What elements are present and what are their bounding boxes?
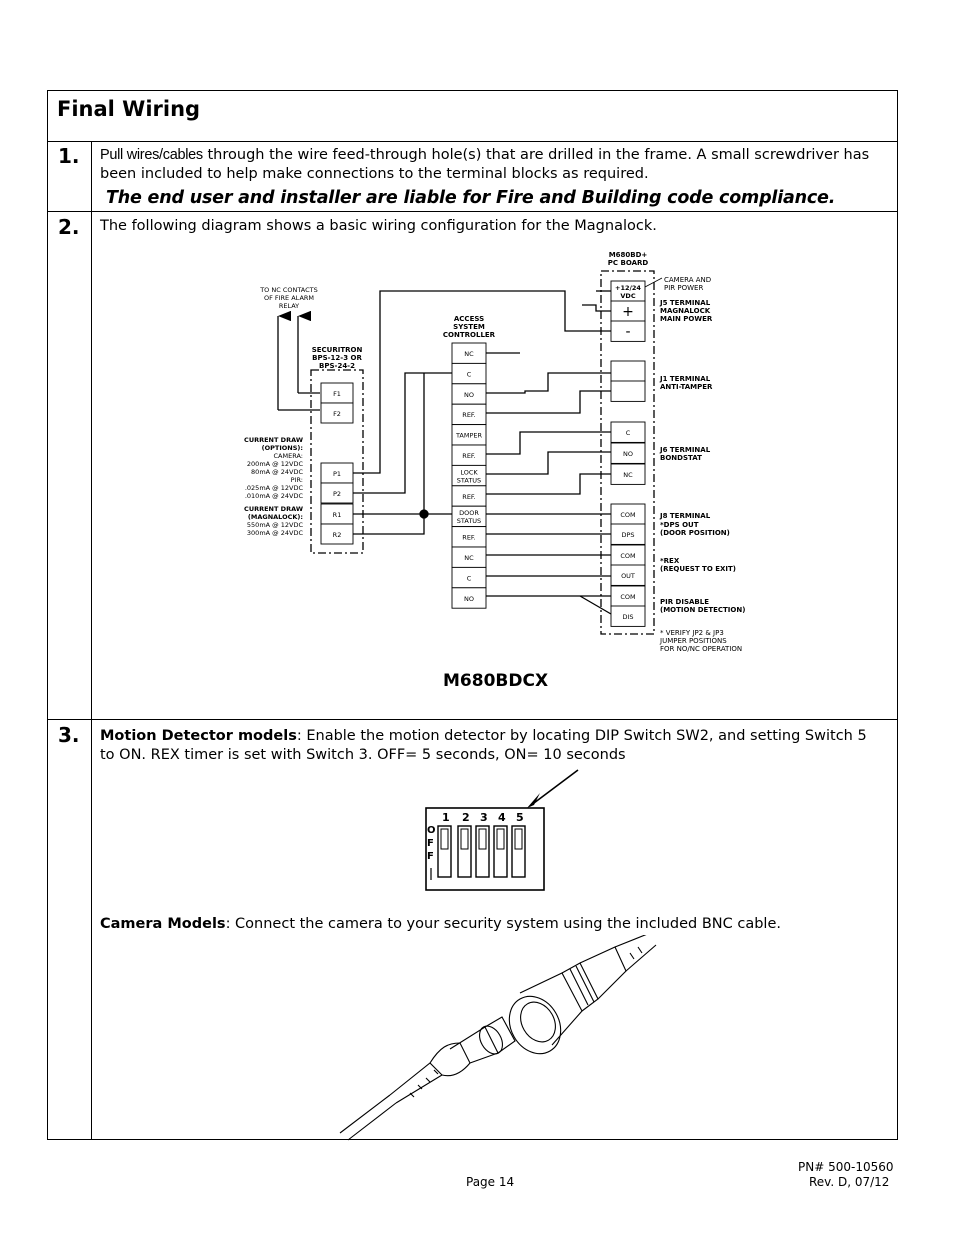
j5-label: MAGNALOCK	[660, 307, 711, 315]
dip-switch-number: 4	[498, 811, 506, 824]
step-3-number: 3.	[58, 723, 80, 747]
camera-pir-label: PIR POWER	[664, 284, 704, 292]
current-draw-magnalock-values: 550mA @ 12VDC	[246, 521, 303, 529]
board-label: M680BD+	[608, 251, 648, 259]
j6-label: J6 TERMINAL	[660, 446, 711, 454]
controller-terminal-label: REF.	[462, 533, 476, 542]
securitron-terminal-label: P2	[332, 490, 342, 498]
board-terminal-label: COM	[620, 511, 636, 519]
controller-terminal-label: C	[466, 370, 472, 379]
controller-terminal-label: NO	[464, 594, 474, 603]
securitron-terminal-label: R1	[332, 511, 342, 519]
dip-switch-number: 1	[442, 811, 450, 824]
motion-models-label: Motion Detector models	[100, 728, 297, 744]
current-draw-options-values: PIR:	[290, 476, 303, 484]
step-1-text-a: Pull wires/cables	[100, 147, 203, 163]
securitron-label: BPS-12-3 OR	[312, 354, 362, 362]
board-terminal-label: DIS	[622, 613, 634, 621]
board-terminal-label: NC	[623, 471, 633, 479]
current-draw-options-values: 200mA @ 12VDC	[246, 460, 303, 468]
fire-alarm-label: TO NC CONTACTS	[260, 286, 318, 294]
board-terminal-label: +	[622, 304, 634, 320]
securitron-terminal-label: R2	[332, 531, 342, 539]
j8-label: (DOOR POSITION)	[660, 529, 730, 537]
board-terminal-label: NO	[623, 450, 633, 458]
controller-terminal-label: LOCK	[460, 468, 478, 477]
securitron-label: SECURITRON	[311, 346, 363, 354]
page-number: Page 14	[466, 1175, 515, 1189]
dip-switch-toggle	[458, 826, 471, 877]
dip-off-label: F	[427, 838, 434, 849]
securitron-terminal-label: F2	[333, 410, 341, 418]
current-draw-options-label: CURRENT DRAW	[244, 436, 303, 444]
fire-alarm-label: OF FIRE ALARM	[263, 294, 315, 302]
securitron-terminal-label: P1	[332, 470, 342, 478]
controller-label: ACCESS	[453, 315, 485, 323]
controller-terminal-label: STATUS	[456, 476, 482, 485]
dip-switch-toggle	[476, 826, 489, 877]
controller-terminal-label: C	[466, 574, 472, 583]
controller-terminal-label: STATUS	[456, 517, 482, 526]
bnc-cable-illustration	[330, 935, 660, 1145]
step-2-text: The following diagram shows a basic wiring configuration for the Magnalock.	[100, 218, 657, 234]
controller-terminal-label: DOOR	[459, 509, 479, 518]
pir-label: PIR DISABLE	[660, 598, 710, 606]
dip-switch-number: 3	[480, 811, 488, 824]
board-terminal-label: OUT	[621, 572, 635, 580]
securitron-terminal-label: F1	[333, 390, 341, 398]
current-draw-options-values: 80mA @ 24VDC	[251, 468, 303, 476]
compliance-warning: The end user and installer are liable for Fire and Building code compliance.	[106, 188, 836, 208]
current-draw-options-values: .010mA @ 24VDC	[244, 492, 303, 500]
dip-switch-number: 5	[516, 811, 524, 824]
dip-off-label: O	[427, 825, 436, 836]
current-draw-options-label: (OPTIONS):	[261, 444, 303, 452]
j8-label: *DPS OUT	[660, 521, 699, 529]
current-draw-options-values: .025mA @ 12VDC	[244, 484, 303, 492]
rex-label: *REX	[660, 557, 680, 565]
motion-models-text: : Enable the motion detector by locating DIP Switch SW2, and setting Switch 5 to ON. REX timer is set with Switch 3. OFF= 5 seconds, ON= 10 seconds	[100, 728, 867, 763]
controller-terminal-label: NO	[464, 390, 474, 399]
revision: Rev. D, 07/12	[809, 1175, 890, 1189]
fire-alarm-label: RELAY	[278, 302, 300, 310]
board-terminal	[611, 361, 645, 381]
row-divider	[48, 719, 897, 720]
step-2-number: 2.	[58, 215, 80, 239]
diagram-caption: M680BDCX	[443, 671, 549, 691]
dip-switch-toggle	[438, 826, 451, 877]
dip-switch-toggle	[494, 826, 507, 877]
board-terminal-label: COM	[620, 593, 636, 601]
board-label: PC BOARD	[607, 259, 649, 267]
j1-label: ANTI-TAMPER	[660, 383, 713, 391]
dip-off-label: F	[427, 851, 434, 862]
camera-models-text: : Connect the camera to your security system using the included BNC cable.	[225, 916, 781, 932]
jumper-note: JUMPER POSITIONS	[660, 637, 727, 645]
j5-label: J5 TERMINAL	[660, 299, 711, 307]
board-terminal-label: -	[625, 324, 631, 340]
dip-switch-figure	[410, 760, 590, 900]
section-title: Final Wiring	[57, 97, 201, 121]
camera-models-label: Camera Models	[100, 916, 226, 932]
jumper-note: * VERIFY JP2 & JP3	[660, 629, 724, 637]
board-terminal-label: COM	[620, 552, 636, 560]
j5-label: MAIN POWER	[660, 315, 713, 323]
current-draw-magnalock-label: (MAGNALOCK):	[247, 513, 303, 521]
current-draw-magnalock-label: CURRENT DRAW	[244, 505, 303, 513]
j6-label: BONDSTAT	[660, 454, 702, 462]
rex-label: (REQUEST TO EXIT)	[660, 565, 736, 573]
board-terminal	[611, 381, 645, 401]
dip-switch-toggle	[512, 826, 525, 877]
current-draw-magnalock-values: 300mA @ 24VDC	[246, 529, 303, 537]
controller-terminal-label: NC	[464, 350, 474, 358]
step-1-text-b: through the wire feed-through hole(s) that are drilled in the frame. A small screwdriver has been included to help make connections to the terminal blocks as required.	[100, 147, 870, 182]
step-1-number: 1.	[58, 144, 80, 168]
current-draw-options-values: CAMERA:	[273, 452, 303, 460]
dip-switch-number: 2	[462, 811, 470, 824]
j1-label: J1 TERMINAL	[660, 375, 711, 383]
camera-pir-label: CAMERA AND	[664, 276, 712, 284]
controller-terminal-label: NC	[464, 554, 474, 562]
board-terminal-label: +12/24	[615, 284, 641, 292]
pir-label: (MOTION DETECTION)	[660, 606, 746, 614]
jumper-note: FOR NO/NC OPERATION	[660, 645, 743, 653]
part-number: PN# 500-10560	[798, 1160, 894, 1174]
controller-terminal-label: REF.	[462, 411, 476, 420]
board-terminal-label: VDC	[620, 292, 636, 300]
controller-label: CONTROLLER	[442, 331, 496, 339]
j8-label: J8 TERMINAL	[660, 512, 711, 520]
securitron-label: BPS-24-2	[319, 362, 355, 370]
controller-terminal-label: TAMPER	[455, 431, 483, 440]
step-3-camera-text	[100, 915, 880, 934]
controller-label: SYSTEM	[453, 323, 485, 331]
controller-terminal-label: REF.	[462, 492, 476, 501]
board-terminal-label: DPS	[621, 531, 635, 539]
board-terminal-label: C	[625, 429, 631, 437]
controller-terminal-label: REF.	[462, 452, 476, 460]
